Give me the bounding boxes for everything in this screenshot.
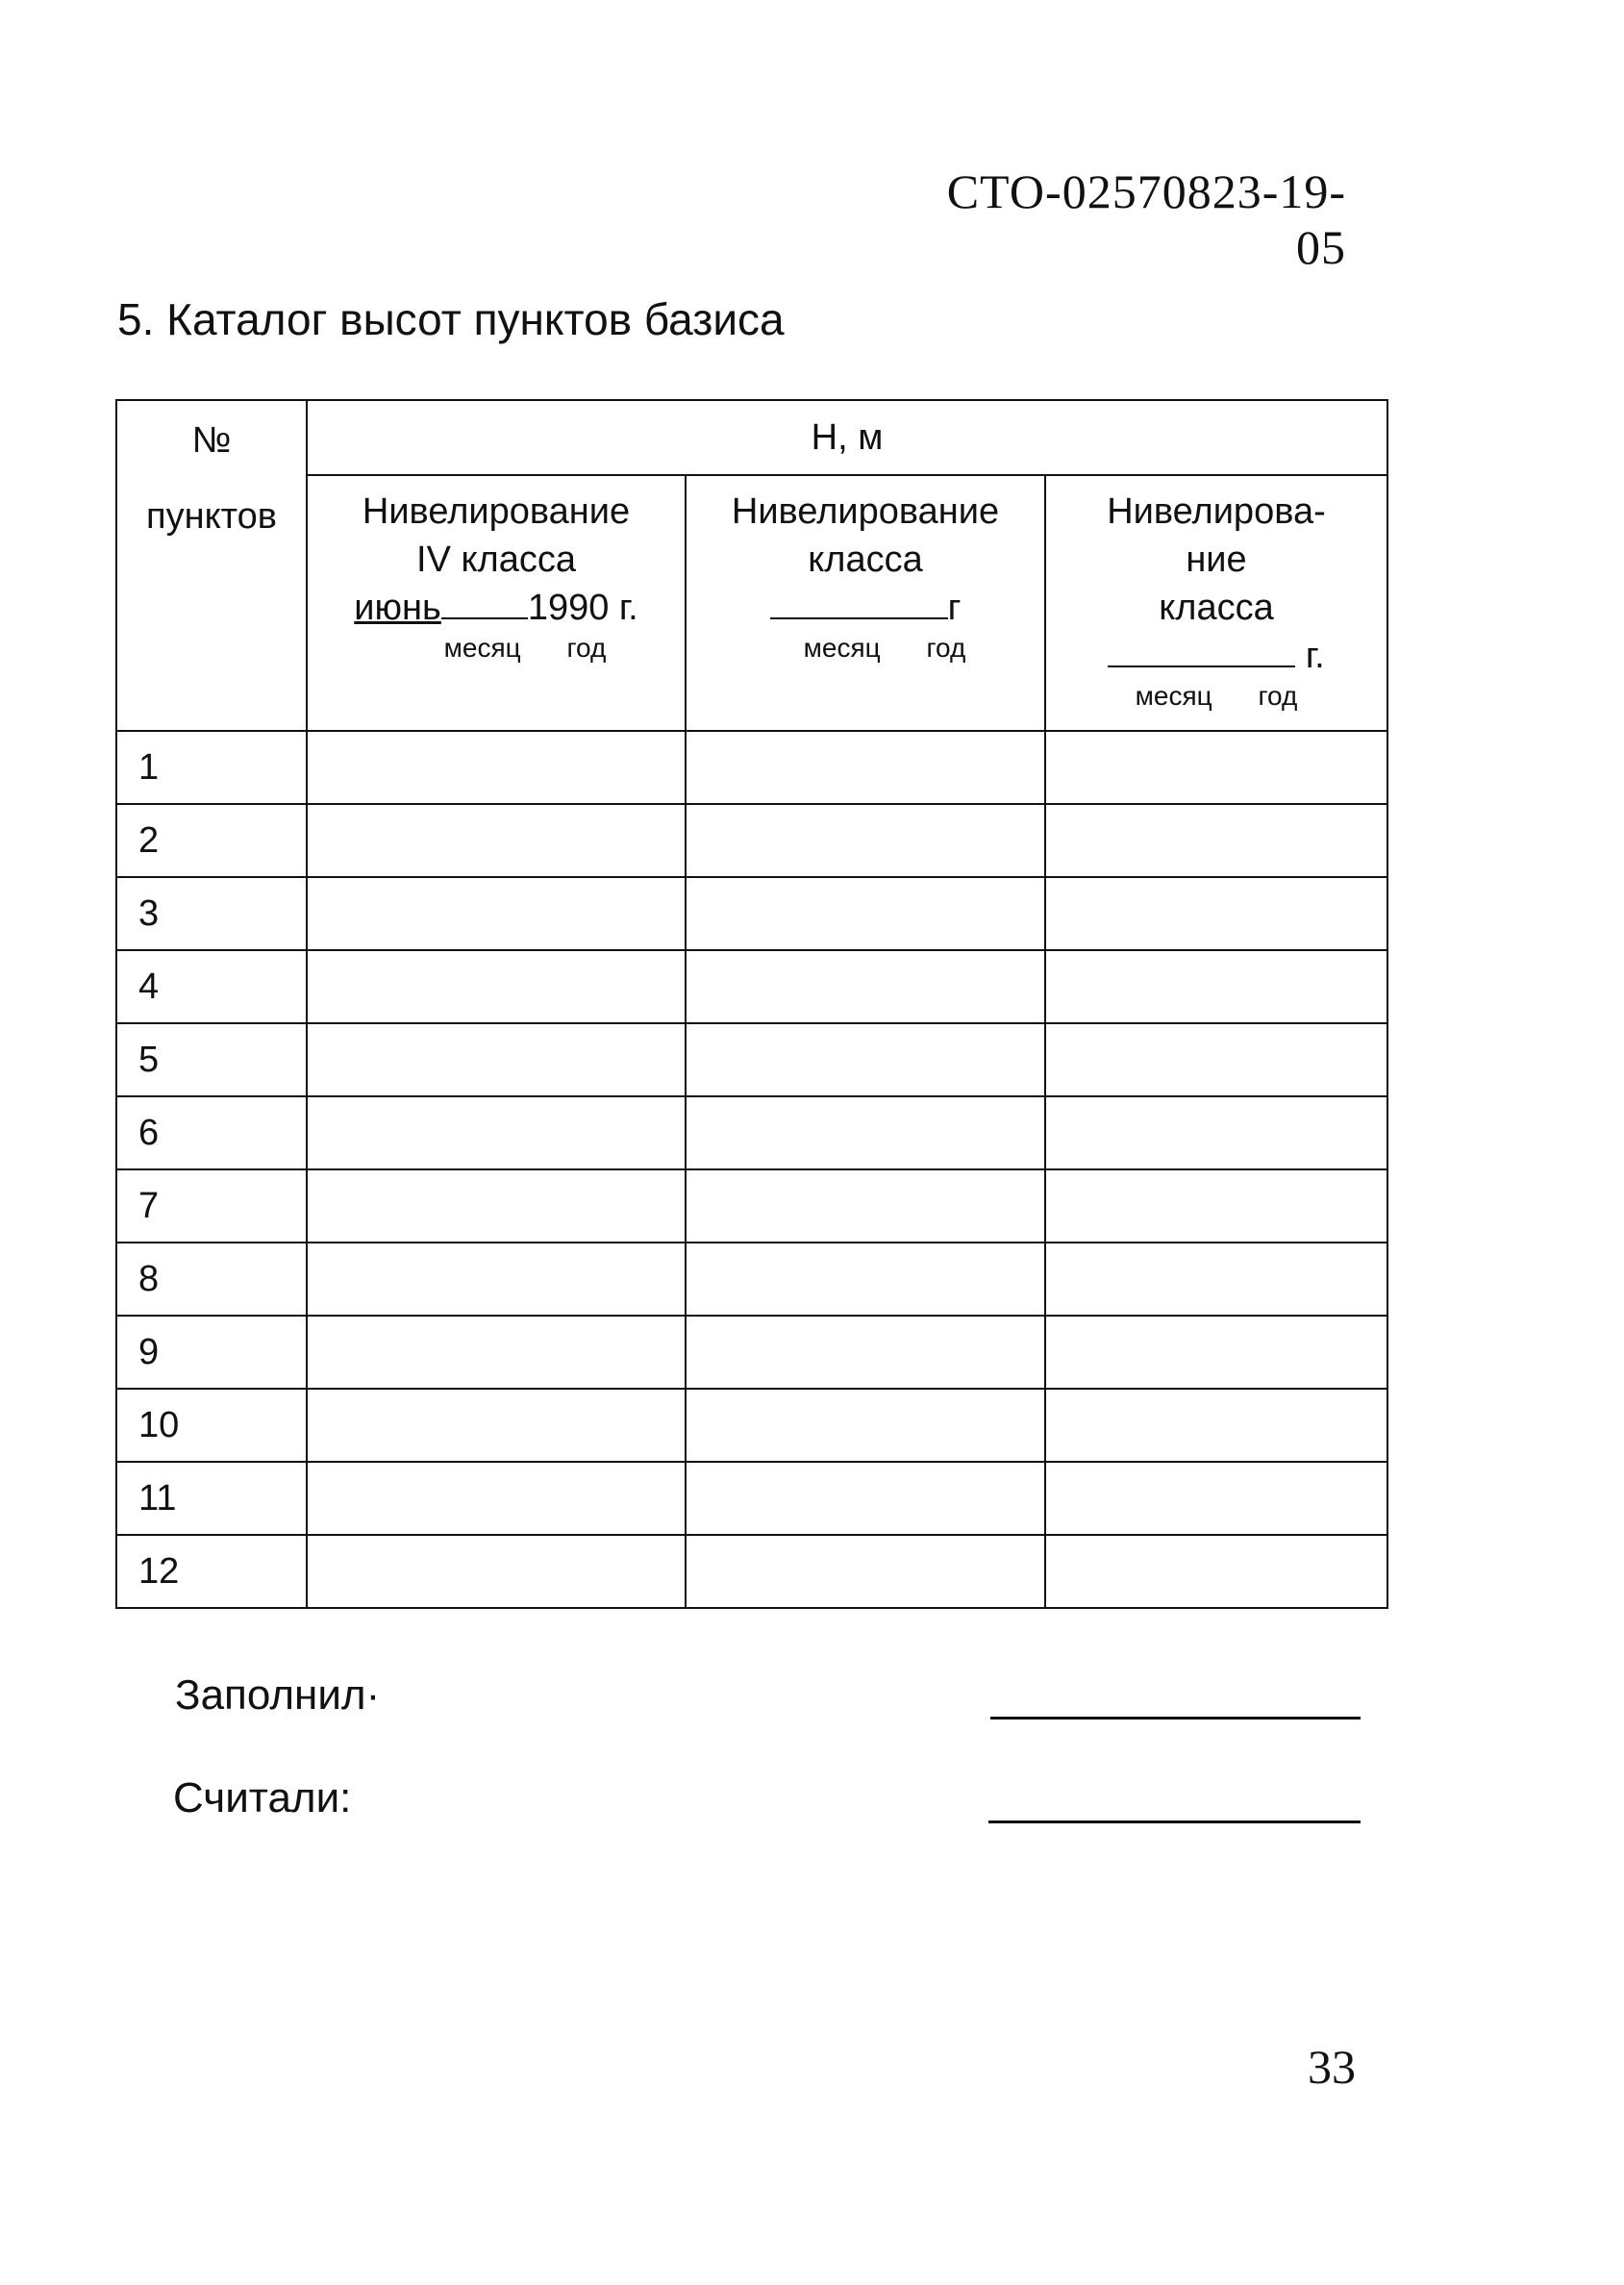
height-cell-col2	[686, 877, 1045, 950]
table-row	[116, 1096, 1387, 1169]
header-row-2	[116, 475, 1387, 731]
col3-date-labels	[1046, 680, 1387, 713]
height-cell-col3	[1045, 1169, 1387, 1243]
table-row	[116, 1169, 1387, 1243]
point-number: 12	[116, 1535, 307, 1608]
col1-line1: Нивелирование	[362, 491, 631, 532]
point-number: 7	[116, 1169, 307, 1243]
height-cell-col1	[307, 731, 686, 804]
table-row	[116, 1243, 1387, 1316]
col2-line2: класса	[808, 540, 923, 580]
height-cell-col2	[686, 1316, 1045, 1389]
col2-suffix: г	[947, 588, 962, 628]
col1-date	[308, 584, 685, 632]
height-cell-col1	[307, 1023, 686, 1096]
height-cell-col1	[307, 950, 686, 1023]
col2-line1: Нивелирование	[731, 491, 1000, 532]
point-number: 10	[116, 1389, 307, 1462]
header-point-number	[116, 400, 307, 731]
header-height: Н, м	[307, 400, 1387, 475]
height-cell-col3	[1045, 1389, 1387, 1462]
height-cell-col3	[1045, 1535, 1387, 1608]
height-cell-col1	[307, 1316, 686, 1389]
height-cell-col1	[307, 804, 686, 877]
table-row	[116, 1389, 1387, 1462]
header-no-label: пунктов	[146, 496, 277, 537]
point-number: 11	[116, 1462, 307, 1535]
height-cell-col3	[1045, 1096, 1387, 1169]
table-row	[116, 877, 1387, 950]
table-row	[116, 1023, 1387, 1096]
heights-catalog-table	[115, 399, 1388, 1609]
col3-label-month: месяц	[1135, 681, 1212, 711]
height-cell-col1	[307, 877, 686, 950]
col3-blank	[1108, 635, 1295, 667]
height-cell-col2	[686, 804, 1045, 877]
point-number: 6	[116, 1096, 307, 1169]
height-cell-col1	[307, 1462, 686, 1535]
table-row	[116, 731, 1387, 804]
col3-suffix: г.	[1305, 636, 1325, 676]
checked-by-signature-line	[988, 1820, 1361, 1823]
col2-label-month: месяц	[803, 633, 881, 663]
point-number: 1	[116, 731, 307, 804]
height-cell-col3	[1045, 950, 1387, 1023]
col1-month: июнь	[354, 588, 441, 628]
height-cell-col2	[686, 950, 1045, 1023]
table-row	[116, 1462, 1387, 1535]
col1-line2: IV класса	[416, 540, 576, 580]
col1-date-labels	[308, 632, 685, 665]
header-no-symbol: №	[191, 420, 232, 461]
height-cell-col3	[1045, 804, 1387, 877]
section-title: 5. Каталог высот пунктов базиса	[117, 294, 785, 344]
height-cell-col2	[686, 1389, 1045, 1462]
point-number: 2	[116, 804, 307, 877]
filled-by-signature-line	[990, 1717, 1361, 1720]
col3-line3: класса	[1159, 588, 1274, 628]
height-cell-col1	[307, 1169, 686, 1243]
height-cell-col2	[686, 1535, 1045, 1608]
height-cell-col2	[686, 1462, 1045, 1535]
height-cell-col1	[307, 1243, 686, 1316]
filled-by-label: Заполнил·	[175, 1671, 381, 1719]
point-number: 9	[116, 1316, 307, 1389]
height-cell-col2	[686, 1169, 1045, 1243]
height-cell-col3	[1045, 1316, 1387, 1389]
col2-date	[687, 584, 1044, 632]
height-cell-col3	[1045, 1023, 1387, 1096]
header-col-1	[307, 475, 686, 731]
col3-label-year: год	[1258, 681, 1298, 711]
height-cell-col1	[307, 1096, 686, 1169]
col3-line2: ние	[1186, 540, 1247, 580]
table-row	[116, 1316, 1387, 1389]
height-cell-col3	[1045, 1243, 1387, 1316]
page-number: 33	[1308, 2040, 1356, 2094]
document-code: СТО-02570823-19-05	[946, 164, 1346, 274]
table-row	[116, 950, 1387, 1023]
col2-date-labels	[687, 632, 1044, 665]
header-col-3	[1045, 475, 1387, 731]
col2-label-year: год	[926, 633, 966, 663]
col1-label-month: месяц	[443, 633, 521, 663]
point-number: 5	[116, 1023, 307, 1096]
height-cell-col2	[686, 1023, 1045, 1096]
col1-blank	[441, 587, 528, 619]
col3-date	[1046, 632, 1387, 680]
height-cell-col1	[307, 1535, 686, 1608]
table-row	[116, 1535, 1387, 1608]
table-row	[116, 804, 1387, 877]
height-cell-col2	[686, 731, 1045, 804]
height-cell-col2	[686, 1243, 1045, 1316]
col1-year: 1990 г.	[527, 588, 638, 628]
height-cell-col3	[1045, 731, 1387, 804]
height-cell-col2	[686, 1096, 1045, 1169]
height-cell-col1	[307, 1389, 686, 1462]
point-number: 3	[116, 877, 307, 950]
point-number: 8	[116, 1243, 307, 1316]
col3-line1: Нивелирова-	[1107, 491, 1326, 532]
col1-label-year: год	[566, 633, 607, 663]
checked-by-label: Считали:	[173, 1774, 352, 1821]
height-cell-col3	[1045, 877, 1387, 950]
header-row-1	[116, 400, 1387, 475]
point-number: 4	[116, 950, 307, 1023]
col2-blank	[770, 587, 948, 619]
height-cell-col3	[1045, 1462, 1387, 1535]
header-col-2	[686, 475, 1045, 731]
